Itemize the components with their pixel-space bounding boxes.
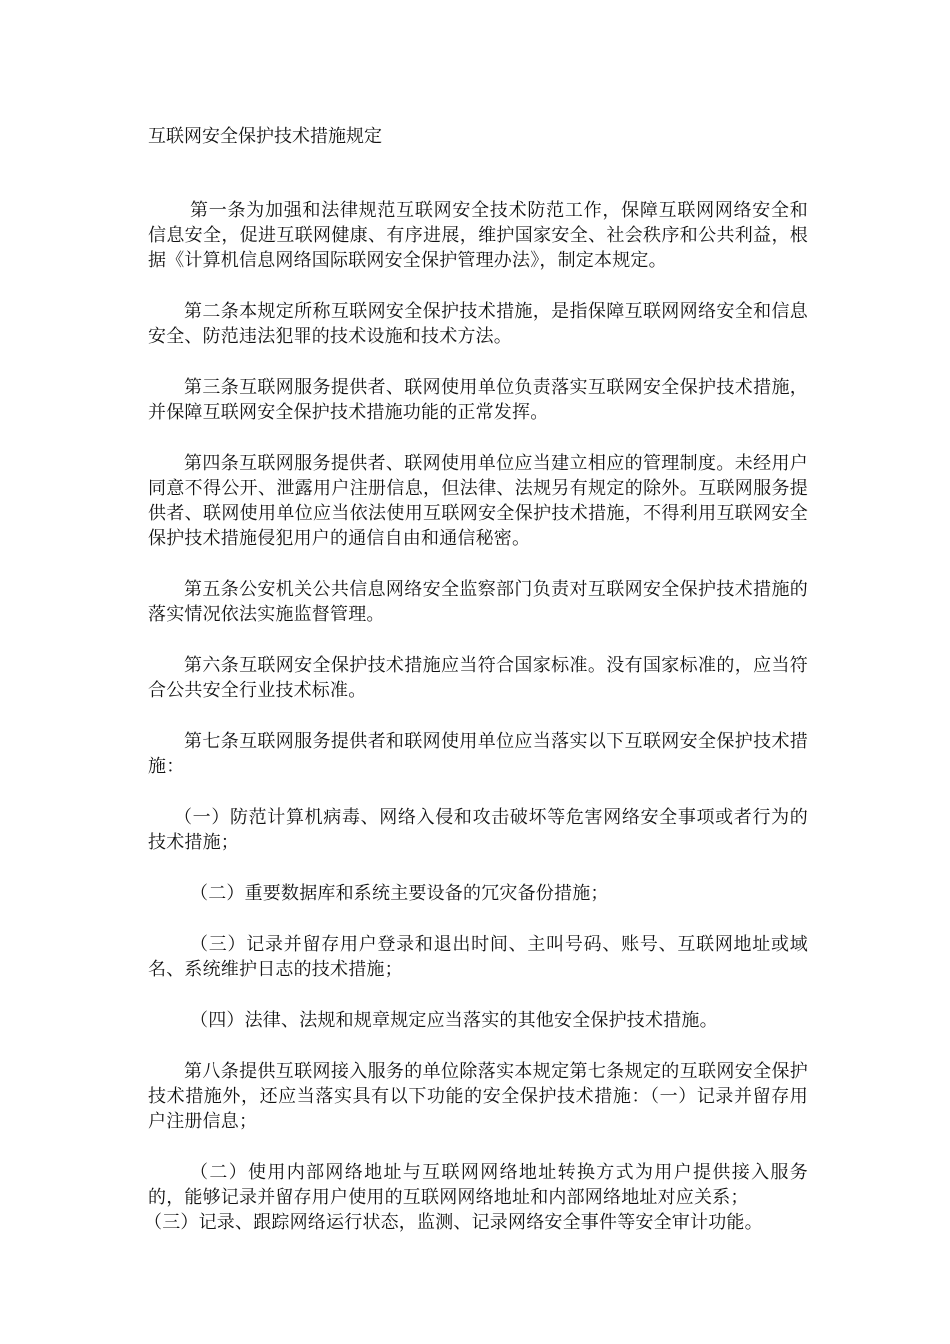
article-7: 第七条互联网服务提供者和联网使用单位应当落实以下互联网安全保护技术措施： — [148, 731, 808, 777]
article-8-item-3: （三）记录、跟踪网络运行状态，监测、记录网络安全事件等安全审计功能。 — [144, 1212, 763, 1233]
article-7-item-3: （三）记录并留存用户登录和退出时间、主叫号码、账号、互联网地址或域名、系统维护日志的技术措施； — [148, 934, 808, 980]
article-7-item-1: （一）防范计算机病毒、网络入侵和攻击破坏等危害网络安全事项或者行为的技术措施； — [148, 807, 808, 853]
article-8: 第八条提供互联网接入服务的单位除落实本规定第七条规定的互联网安全保护技术措施外，还应当落实具有以下功能的安全保护技术措施：（一）记录并留存用户注册信息； — [148, 1061, 808, 1132]
article-1: 第一条为加强和法律规范互联网安全技术防范工作，保障互联网网络安全和信息安全，促进互联网健康、有序进展，维护国家安全、社会秩序和公共利益，根据《计算机信息网络国际联网安全保护管理办法》，制定本规定。 — [148, 200, 808, 271]
article-2: 第二条本规定所称互联网安全保护技术措施，是指保障互联网网络安全和信息安全、防范违法犯罪的技术设施和技术方法。 — [148, 301, 808, 347]
article-3: 第三条互联网服务提供者、联网使用单位负责落实互联网安全保护技术措施，并保障互联网安全保护技术措施功能的正常发挥。 — [148, 377, 808, 423]
document-title: 互联网安全保护技术措施规定 — [148, 126, 382, 147]
article-7-item-2: （二）重要数据库和系统主要设备的冗灾备份措施； — [190, 883, 609, 904]
article-5: 第五条公安机关公共信息网络安全监察部门负责对互联网安全保护技术措施的落实情况依法实施监督管理。 — [148, 579, 808, 625]
article-6: 第六条互联网安全保护技术措施应当符合国家标准。没有国家标准的，应当符合公共安全行业技术标准。 — [148, 655, 808, 701]
article-4: 第四条互联网服务提供者、联网使用单位应当建立相应的管理制度。未经用户同意不得公开、泄露用户注册信息，但法律、法规另有规定的除外。互联网服务提供者、联网使用单位应当依法使用互联网安全保护技术措施，不得利用互联网安全保护技术措施侵犯用户的通信自由和通信秘密。 — [148, 453, 808, 549]
article-7-item-4: （四）法律、法规和规章规定应当落实的其他安全保护技术措施。 — [190, 1010, 718, 1031]
document-page — [144, 124, 808, 1261]
article-8-item-2: （二）使用内部网络地址与互联网网络地址转换方式为用户提供接入服务的，能够记录并留存用户使用的互联网网络地址和内部网络地址对应关系； — [148, 1162, 808, 1208]
